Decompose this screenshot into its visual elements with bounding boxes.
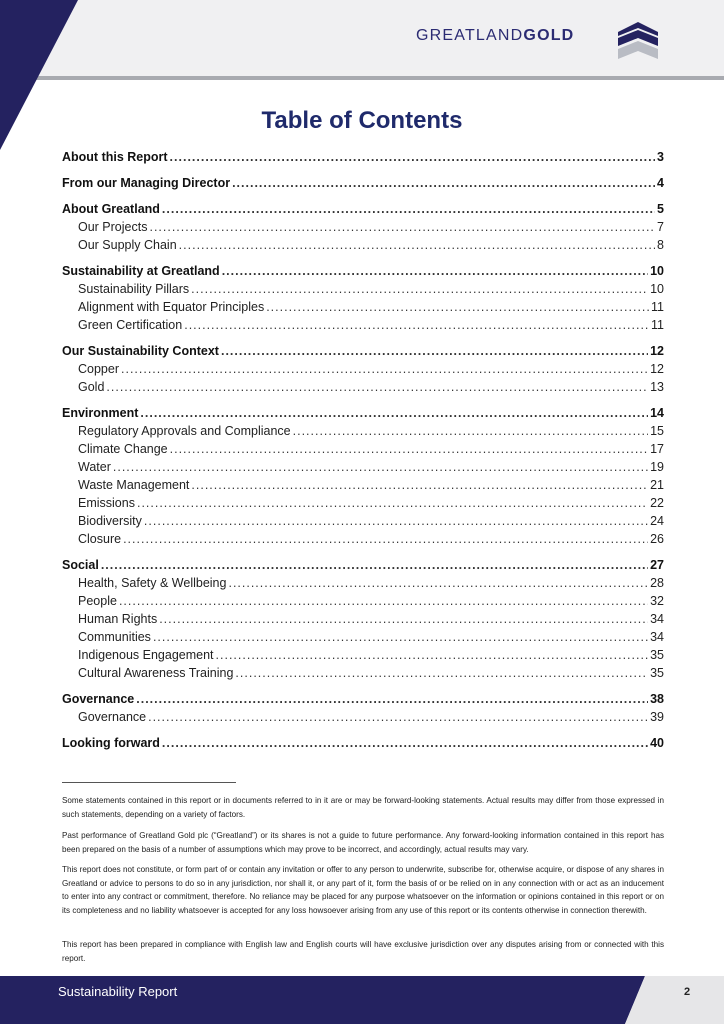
- toc-entry-page: 34: [650, 612, 664, 626]
- toc-leader-dots: [144, 514, 648, 528]
- toc-entry[interactable]: [62, 362, 664, 376]
- toc-entry-page: 17: [650, 442, 664, 456]
- disclaimer-paragraph: Some statements contained in this report or in documents referred to in it are or may be forward-looking statements. Actual results may differ from those expressed in such statements, depending on a variety of factors.: [62, 796, 664, 819]
- toc-entry[interactable]: [62, 460, 664, 474]
- toc-leader-dots: [191, 478, 648, 492]
- toc-leader-dots: [119, 594, 648, 608]
- toc-entry-page: 32: [650, 594, 664, 608]
- toc-entry[interactable]: [62, 442, 664, 456]
- toc-entry-label: Our Supply Chain: [78, 238, 177, 252]
- company-logo-text: GREATLANDGOLD: [416, 27, 575, 44]
- toc-entry-page: 21: [650, 478, 664, 492]
- toc-entry-label: Governance: [62, 692, 135, 706]
- toc-entry[interactable]: [62, 666, 664, 680]
- toc-entry[interactable]: [62, 264, 664, 278]
- toc-entry-label: Closure: [78, 532, 122, 546]
- toc-leader-dots: [149, 220, 655, 234]
- toc-entry-page: 7: [657, 220, 664, 234]
- toc-entry-label: Indigenous Engagement: [78, 648, 214, 662]
- toc-entry[interactable]: [62, 282, 664, 296]
- toc-entry-page: 34: [650, 630, 664, 644]
- toc-entry-label: From our Managing Director: [62, 176, 231, 190]
- toc-entry-label: Our Sustainability Context: [62, 344, 219, 358]
- toc-entry-label: Emissions: [78, 496, 135, 510]
- toc-entry-label: Environment: [62, 406, 139, 420]
- toc-leader-dots: [162, 736, 648, 750]
- toc-entry[interactable]: [62, 344, 664, 358]
- toc-entry-page: 24: [650, 514, 664, 528]
- toc-leader-dots: [159, 612, 648, 626]
- toc-entry-page: 10: [650, 264, 664, 278]
- toc-entry-page: 11: [651, 318, 664, 332]
- toc-entry-page: 11: [651, 300, 664, 314]
- toc-leader-dots: [170, 442, 648, 456]
- footnote-divider: [62, 782, 236, 783]
- toc-entry-page: 26: [650, 532, 664, 546]
- toc-entry-label: Looking forward: [62, 736, 160, 750]
- logo-chevron-icon: [614, 22, 662, 62]
- toc-entry[interactable]: [62, 576, 664, 590]
- toc-entry[interactable]: [62, 150, 664, 164]
- page-number: 2: [684, 986, 691, 998]
- toc-entry[interactable]: [62, 176, 664, 190]
- toc-entry-label: Cultural Awareness Training: [78, 666, 234, 680]
- toc-leader-dots: [106, 380, 648, 394]
- toc-entry[interactable]: [62, 424, 664, 438]
- toc-entry[interactable]: [62, 380, 664, 394]
- toc-leader-dots: [235, 666, 648, 680]
- toc-entry-page: 14: [650, 406, 664, 420]
- toc-entry[interactable]: [62, 630, 664, 644]
- toc-leader-dots: [162, 202, 655, 216]
- toc-leader-dots: [170, 150, 656, 164]
- toc-leader-dots: [121, 362, 648, 376]
- toc-entry[interactable]: [62, 220, 664, 234]
- toc-leader-dots: [221, 344, 648, 358]
- toc-leader-dots: [179, 238, 655, 252]
- toc-entry-label: Waste Management: [78, 478, 190, 492]
- toc-entry-label: Governance: [78, 710, 147, 724]
- toc-entry[interactable]: [62, 238, 664, 252]
- toc-leader-dots: [137, 496, 648, 510]
- toc-entry-page: 39: [650, 710, 664, 724]
- toc-leader-dots: [123, 532, 648, 546]
- toc-entry-label: Sustainability at Greatland: [62, 264, 220, 278]
- toc-entry-page: 10: [650, 282, 664, 296]
- toc-entry-label: Our Projects: [78, 220, 148, 234]
- toc-leader-dots: [228, 576, 648, 590]
- toc-entry[interactable]: [62, 736, 664, 750]
- toc-leader-dots: [222, 264, 648, 278]
- toc-entry-label: Gold: [78, 380, 105, 394]
- toc-entry[interactable]: [62, 558, 664, 572]
- toc-leader-dots: [293, 424, 648, 438]
- toc-entry-page: 35: [650, 666, 664, 680]
- toc-leader-dots: [148, 710, 648, 724]
- toc-leader-dots: [216, 648, 649, 662]
- toc-entry-page: 13: [650, 380, 664, 394]
- toc-entry[interactable]: [62, 612, 664, 626]
- toc-entry-label: Communities: [78, 630, 151, 644]
- toc-entry-page: 5: [657, 202, 664, 216]
- toc-entry[interactable]: [62, 496, 664, 510]
- toc-entry[interactable]: [62, 406, 664, 420]
- toc-leader-dots: [140, 406, 648, 420]
- toc-entry-label: Climate Change: [78, 442, 168, 456]
- toc-entry[interactable]: [62, 594, 664, 608]
- toc-entry[interactable]: [62, 532, 664, 546]
- disclaimer-paragraph: This report has been prepared in compliance with English law and English courts will have exclusive jurisdiction over any disputes arising from or connected with this report.: [62, 940, 664, 963]
- toc-entry-label: Health, Safety & Wellbeing: [78, 576, 227, 590]
- toc-entry-page: 4: [657, 176, 664, 190]
- header-rule: [0, 76, 724, 80]
- page-title: Table of Contents: [261, 107, 463, 134]
- toc-entry-label: Regulatory Approvals and Compliance: [78, 424, 291, 438]
- toc-entry[interactable]: [62, 514, 664, 528]
- toc-entry-page: 12: [650, 344, 664, 358]
- toc-entry-label: Water: [78, 460, 111, 474]
- toc-entry[interactable]: [62, 300, 664, 314]
- toc-entry-page: 19: [650, 460, 664, 474]
- toc-entry-page: 22: [650, 496, 664, 510]
- toc-entry[interactable]: [62, 318, 664, 332]
- toc-entry-label: About this Report: [62, 150, 168, 164]
- toc-entry-label: Sustainability Pillars: [78, 282, 190, 296]
- toc-entry-page: 8: [657, 238, 664, 252]
- toc-entry-page: 27: [650, 558, 664, 572]
- toc-entry-page: 38: [650, 692, 664, 706]
- toc-entry-label: Social: [62, 558, 99, 572]
- toc-leader-dots: [191, 282, 648, 296]
- toc-entry-label: Human Rights: [78, 612, 158, 626]
- disclaimer-paragraph: This report does not constitute, or form part of or contain any invitation or offer to any person to underwrite, subscribe for, otherwise acquire, or dispose of any shares in Greatland or advice to persons to do so in any jurisdiction, nor shall it, or any part of it, form the basis of or be relied on in any connection with or act as an inducement to enter into any contract or commitment, therefore. No reliance may be placed for any purpose whatsoever on the information or opinions contained in this report or on its completeness and no liability whatsoever is accepted for any loss howsoever arising from any use of this report or its contents otherwise in connection therewith.: [62, 865, 664, 915]
- toc-leader-dots: [266, 300, 649, 314]
- toc-entry-label: Alignment with Equator Principles: [78, 300, 265, 314]
- disclaimer-paragraph: Past performance of Greatland Gold plc (“Greatland”) or its shares is not a guide to future performance. Any forward-looking information contained in this report has been prepared on the basis of a number of assumptions which may prove to be incorrect, and accordingly, actual results may vary.: [62, 831, 664, 854]
- toc-entry-page: 3: [657, 150, 664, 164]
- toc-entry-label: Copper: [78, 362, 119, 376]
- toc-entry-page: 12: [650, 362, 664, 376]
- toc-entry-page: 28: [650, 576, 664, 590]
- toc-entry-label: About Greatland: [62, 202, 160, 216]
- toc-entry-label: People: [78, 594, 117, 608]
- toc-leader-dots: [101, 558, 648, 572]
- toc-entry[interactable]: [62, 478, 664, 492]
- footer-report-label: Sustainability Report: [58, 984, 178, 999]
- toc-leader-dots: [153, 630, 648, 644]
- toc-entry[interactable]: [62, 710, 664, 724]
- toc-entry-label: Biodiversity: [78, 514, 142, 528]
- toc-entry[interactable]: [62, 202, 664, 216]
- toc-leader-dots: [184, 318, 649, 332]
- toc-entry[interactable]: [62, 648, 664, 662]
- toc-entry-page: 35: [650, 648, 664, 662]
- toc-leader-dots: [113, 460, 648, 474]
- toc-entry[interactable]: [62, 692, 664, 706]
- toc-entry-page: 15: [650, 424, 664, 438]
- toc-leader-dots: [136, 692, 648, 706]
- toc-entry-label: Green Certification: [78, 318, 183, 332]
- toc-entry-page: 40: [650, 736, 664, 750]
- toc-leader-dots: [232, 176, 655, 190]
